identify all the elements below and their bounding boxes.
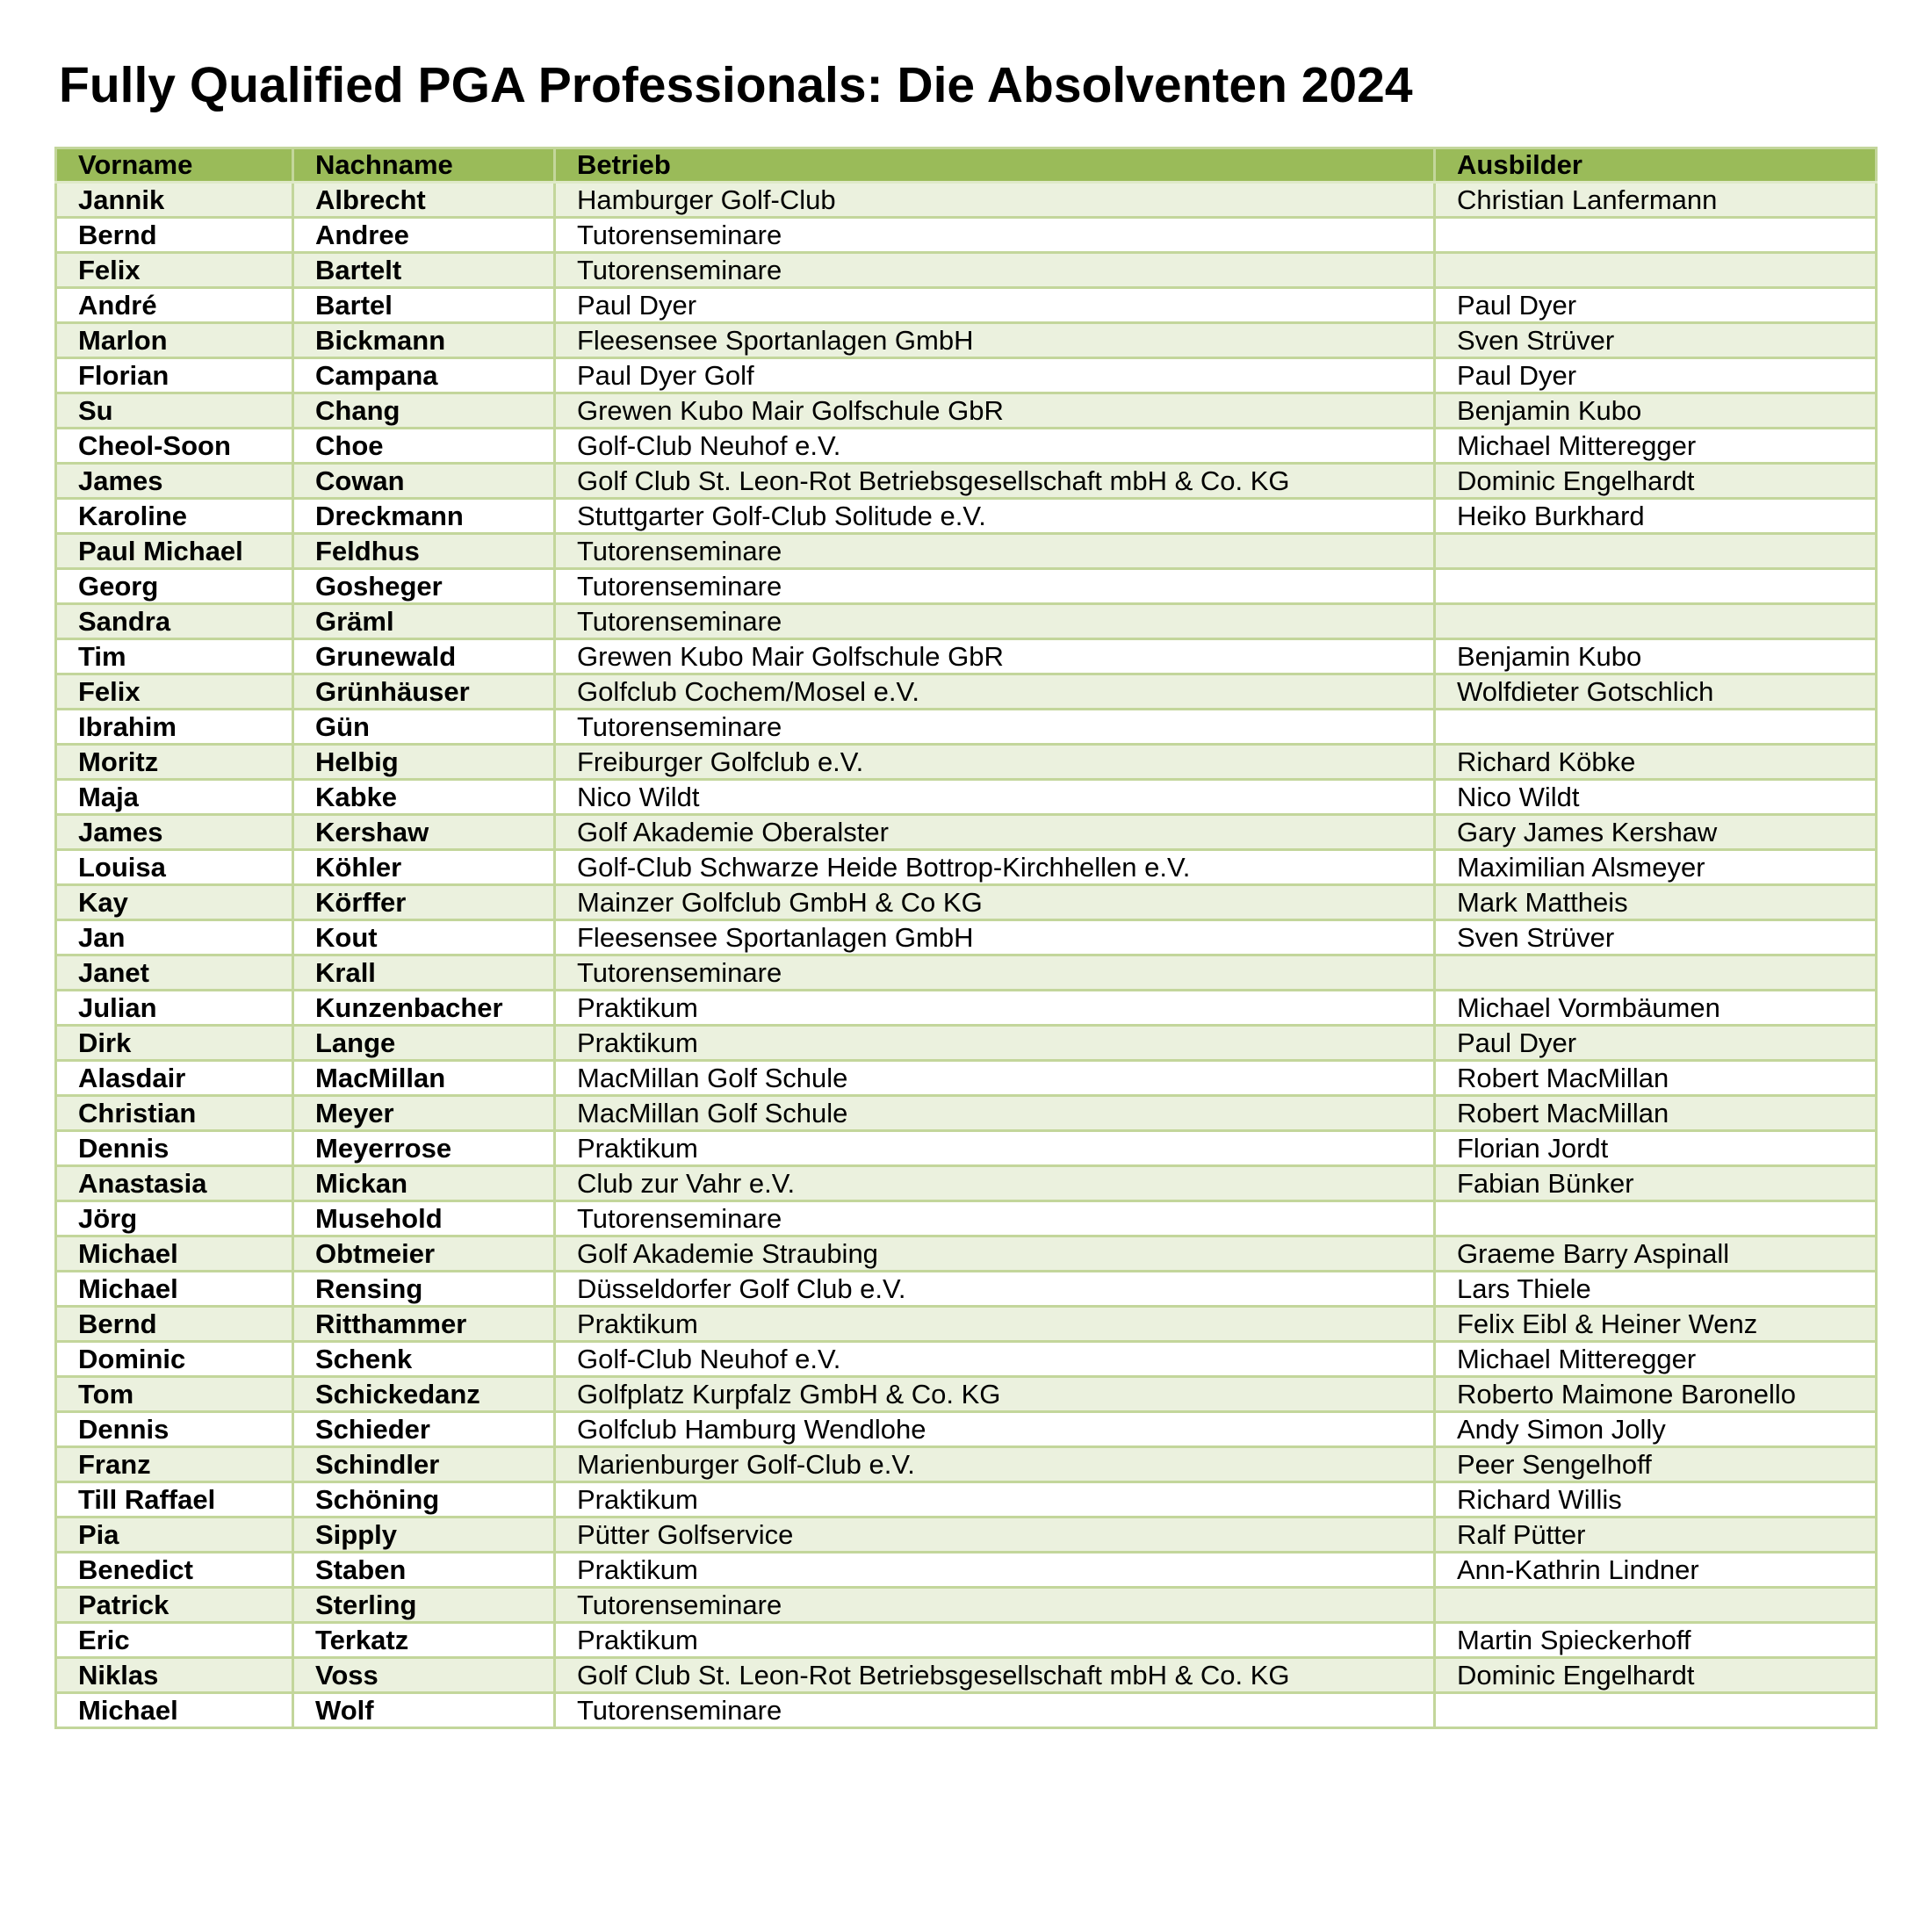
cell-betrieb: Praktikum bbox=[555, 1307, 1435, 1342]
table-row bbox=[56, 1201, 1877, 1236]
cell-betrieb: Golf Club St. Leon-Rot Betriebsgesellschaft mbH & Co. KG bbox=[555, 1658, 1435, 1693]
cell-vorname: Alasdair bbox=[56, 1061, 293, 1096]
cell-nachname: Kabke bbox=[293, 780, 555, 815]
cell-betrieb: Paul Dyer bbox=[555, 288, 1435, 323]
cell-betrieb: Golfplatz Kurpfalz GmbH & Co. KG bbox=[555, 1377, 1435, 1412]
table-row bbox=[56, 850, 1877, 885]
table-row bbox=[56, 1342, 1877, 1377]
cell-betrieb: MacMillan Golf Schule bbox=[555, 1096, 1435, 1131]
cell-ausbilder: Michael Vormbäumen bbox=[1435, 991, 1877, 1026]
cell-vorname: Florian bbox=[56, 358, 293, 393]
table-row bbox=[56, 1096, 1877, 1131]
cell-nachname: Voss bbox=[293, 1658, 555, 1693]
cell-ausbilder: Benjamin Kubo bbox=[1435, 639, 1877, 674]
cell-ausbilder: Dominic Engelhardt bbox=[1435, 1658, 1877, 1693]
cell-vorname: Moritz bbox=[56, 745, 293, 780]
page-title: Fully Qualified PGA Professionals: Die Absolventen 2024 bbox=[59, 57, 1413, 113]
table-row bbox=[56, 1061, 1877, 1096]
cell-ausbilder: Michael Mitteregger bbox=[1435, 429, 1877, 464]
cell-vorname: Dennis bbox=[56, 1412, 293, 1447]
cell-betrieb: Tutorenseminare bbox=[555, 1693, 1435, 1728]
cell-ausbilder bbox=[1435, 1588, 1877, 1623]
cell-nachname: Campana bbox=[293, 358, 555, 393]
table-row bbox=[56, 955, 1877, 991]
cell-nachname: Kershaw bbox=[293, 815, 555, 850]
cell-betrieb: Paul Dyer Golf bbox=[555, 358, 1435, 393]
cell-vorname: Michael bbox=[56, 1693, 293, 1728]
cell-vorname: Christian bbox=[56, 1096, 293, 1131]
header-row bbox=[56, 148, 1877, 183]
cell-vorname: Michael bbox=[56, 1272, 293, 1307]
cell-betrieb: Praktikum bbox=[555, 1026, 1435, 1061]
table-row bbox=[56, 745, 1877, 780]
cell-nachname: Schöning bbox=[293, 1482, 555, 1517]
cell-nachname: Kout bbox=[293, 920, 555, 955]
table-row bbox=[56, 1517, 1877, 1553]
cell-nachname: Körffer bbox=[293, 885, 555, 920]
cell-nachname: Gün bbox=[293, 710, 555, 745]
cell-ausbilder: Robert MacMillan bbox=[1435, 1061, 1877, 1096]
cell-ausbilder bbox=[1435, 710, 1877, 745]
cell-vorname: Felix bbox=[56, 253, 293, 288]
cell-betrieb: Tutorenseminare bbox=[555, 1588, 1435, 1623]
cell-ausbilder: Gary James Kershaw bbox=[1435, 815, 1877, 850]
table-row bbox=[56, 1131, 1877, 1166]
cell-ausbilder: Richard Willis bbox=[1435, 1482, 1877, 1517]
table-row bbox=[56, 1482, 1877, 1517]
cell-vorname: André bbox=[56, 288, 293, 323]
cell-nachname: Bartel bbox=[293, 288, 555, 323]
table-row bbox=[56, 815, 1877, 850]
cell-betrieb: Tutorenseminare bbox=[555, 604, 1435, 639]
cell-vorname: Dennis bbox=[56, 1131, 293, 1166]
cell-nachname: Köhler bbox=[293, 850, 555, 885]
cell-betrieb: Golf Akademie Straubing bbox=[555, 1236, 1435, 1272]
cell-nachname: Choe bbox=[293, 429, 555, 464]
cell-vorname: Ibrahim bbox=[56, 710, 293, 745]
cell-ausbilder: Paul Dyer bbox=[1435, 288, 1877, 323]
cell-nachname: Meyerrose bbox=[293, 1131, 555, 1166]
cell-ausbilder bbox=[1435, 1693, 1877, 1728]
cell-ausbilder bbox=[1435, 253, 1877, 288]
cell-betrieb: Tutorenseminare bbox=[555, 710, 1435, 745]
table-row bbox=[56, 393, 1877, 429]
cell-vorname: Bernd bbox=[56, 218, 293, 253]
cell-betrieb: Praktikum bbox=[555, 1131, 1435, 1166]
cell-ausbilder: Paul Dyer bbox=[1435, 1026, 1877, 1061]
cell-betrieb: Golfclub Hamburg Wendlohe bbox=[555, 1412, 1435, 1447]
cell-vorname: James bbox=[56, 464, 293, 499]
cell-ausbilder: Peer Sengelhoff bbox=[1435, 1447, 1877, 1482]
cell-betrieb: Golf-Club Neuhof e.V. bbox=[555, 1342, 1435, 1377]
table-row bbox=[56, 1693, 1877, 1728]
cell-vorname: Su bbox=[56, 393, 293, 429]
cell-ausbilder: Maximilian Alsmeyer bbox=[1435, 850, 1877, 885]
cell-betrieb: Fleesensee Sportanlagen GmbH bbox=[555, 920, 1435, 955]
cell-nachname: Sipply bbox=[293, 1517, 555, 1553]
cell-nachname: Meyer bbox=[293, 1096, 555, 1131]
table-row bbox=[56, 885, 1877, 920]
cell-ausbilder: Martin Spieckerhoff bbox=[1435, 1623, 1877, 1658]
cell-betrieb: Golf-Club Neuhof e.V. bbox=[555, 429, 1435, 464]
cell-betrieb: Marienburger Golf-Club e.V. bbox=[555, 1447, 1435, 1482]
cell-betrieb: Fleesensee Sportanlagen GmbH bbox=[555, 323, 1435, 358]
table-row bbox=[56, 780, 1877, 815]
cell-ausbilder bbox=[1435, 1201, 1877, 1236]
table-row bbox=[56, 183, 1877, 218]
graduates-table bbox=[54, 147, 1878, 1729]
table-row bbox=[56, 1412, 1877, 1447]
cell-betrieb: Freiburger Golfclub e.V. bbox=[555, 745, 1435, 780]
cell-betrieb: Grewen Kubo Mair Golfschule GbR bbox=[555, 639, 1435, 674]
cell-vorname: James bbox=[56, 815, 293, 850]
table-row bbox=[56, 464, 1877, 499]
cell-betrieb: Tutorenseminare bbox=[555, 218, 1435, 253]
cell-betrieb: Club zur Vahr e.V. bbox=[555, 1166, 1435, 1201]
table-row bbox=[56, 1236, 1877, 1272]
table-row bbox=[56, 429, 1877, 464]
cell-betrieb: Golfclub Cochem/Mosel e.V. bbox=[555, 674, 1435, 710]
cell-vorname: Georg bbox=[56, 569, 293, 604]
cell-betrieb: Tutorenseminare bbox=[555, 253, 1435, 288]
column-header-betrieb: Betrieb bbox=[555, 148, 1435, 183]
cell-ausbilder: Andy Simon Jolly bbox=[1435, 1412, 1877, 1447]
cell-nachname: Albrecht bbox=[293, 183, 555, 218]
cell-vorname: Anastasia bbox=[56, 1166, 293, 1201]
cell-ausbilder: Mark Mattheis bbox=[1435, 885, 1877, 920]
cell-betrieb: Mainzer Golfclub GmbH & Co KG bbox=[555, 885, 1435, 920]
table-row bbox=[56, 1447, 1877, 1482]
cell-betrieb: MacMillan Golf Schule bbox=[555, 1061, 1435, 1096]
column-header-nachname: Nachname bbox=[293, 148, 555, 183]
table-row bbox=[56, 288, 1877, 323]
cell-ausbilder: Dominic Engelhardt bbox=[1435, 464, 1877, 499]
cell-betrieb: Nico Wildt bbox=[555, 780, 1435, 815]
table-row bbox=[56, 323, 1877, 358]
cell-vorname: Karoline bbox=[56, 499, 293, 534]
cell-vorname: Maja bbox=[56, 780, 293, 815]
cell-nachname: Krall bbox=[293, 955, 555, 991]
table-row bbox=[56, 499, 1877, 534]
cell-betrieb: Tutorenseminare bbox=[555, 534, 1435, 569]
cell-betrieb: Tutorenseminare bbox=[555, 569, 1435, 604]
table-row bbox=[56, 639, 1877, 674]
cell-ausbilder: Richard Köbke bbox=[1435, 745, 1877, 780]
cell-vorname: Cheol-Soon bbox=[56, 429, 293, 464]
cell-vorname: Jörg bbox=[56, 1201, 293, 1236]
cell-nachname: Mickan bbox=[293, 1166, 555, 1201]
cell-vorname: Louisa bbox=[56, 850, 293, 885]
cell-nachname: Helbig bbox=[293, 745, 555, 780]
cell-betrieb: Stuttgarter Golf-Club Solitude e.V. bbox=[555, 499, 1435, 534]
cell-vorname: Paul Michael bbox=[56, 534, 293, 569]
cell-nachname: Sterling bbox=[293, 1588, 555, 1623]
cell-ausbilder: Roberto Maimone Baronello bbox=[1435, 1377, 1877, 1412]
cell-ausbilder: Nico Wildt bbox=[1435, 780, 1877, 815]
cell-ausbilder: Fabian Bünker bbox=[1435, 1166, 1877, 1201]
cell-ausbilder bbox=[1435, 604, 1877, 639]
cell-betrieb: Tutorenseminare bbox=[555, 1201, 1435, 1236]
cell-vorname: Jannik bbox=[56, 183, 293, 218]
cell-vorname: Julian bbox=[56, 991, 293, 1026]
column-header-ausbilder: Ausbilder bbox=[1435, 148, 1877, 183]
cell-nachname: Dreckmann bbox=[293, 499, 555, 534]
table-body bbox=[56, 183, 1877, 1728]
cell-nachname: Musehold bbox=[293, 1201, 555, 1236]
cell-nachname: Wolf bbox=[293, 1693, 555, 1728]
cell-vorname: Bernd bbox=[56, 1307, 293, 1342]
cell-ausbilder: Michael Mitteregger bbox=[1435, 1342, 1877, 1377]
cell-ausbilder: Ralf Pütter bbox=[1435, 1517, 1877, 1553]
cell-nachname: Lange bbox=[293, 1026, 555, 1061]
cell-betrieb: Praktikum bbox=[555, 1482, 1435, 1517]
cell-nachname: Grunewald bbox=[293, 639, 555, 674]
cell-ausbilder: Florian Jordt bbox=[1435, 1131, 1877, 1166]
cell-nachname: Andree bbox=[293, 218, 555, 253]
cell-betrieb: Golf Club St. Leon-Rot Betriebsgesellschaft mbH & Co. KG bbox=[555, 464, 1435, 499]
cell-nachname: Schenk bbox=[293, 1342, 555, 1377]
cell-vorname: Tom bbox=[56, 1377, 293, 1412]
cell-nachname: Schickedanz bbox=[293, 1377, 555, 1412]
cell-vorname: Janet bbox=[56, 955, 293, 991]
cell-ausbilder: Benjamin Kubo bbox=[1435, 393, 1877, 429]
table-row bbox=[56, 358, 1877, 393]
cell-ausbilder: Ann-Kathrin Lindner bbox=[1435, 1553, 1877, 1588]
table-row bbox=[56, 1307, 1877, 1342]
cell-vorname: Patrick bbox=[56, 1588, 293, 1623]
cell-vorname: Eric bbox=[56, 1623, 293, 1658]
cell-ausbilder: Paul Dyer bbox=[1435, 358, 1877, 393]
cell-betrieb: Praktikum bbox=[555, 991, 1435, 1026]
table-row bbox=[56, 1272, 1877, 1307]
cell-ausbilder: Wolfdieter Gotschlich bbox=[1435, 674, 1877, 710]
cell-betrieb: Golf Akademie Oberalster bbox=[555, 815, 1435, 850]
table-row bbox=[56, 534, 1877, 569]
cell-nachname: Kunzenbacher bbox=[293, 991, 555, 1026]
column-header-vorname: Vorname bbox=[56, 148, 293, 183]
table-row bbox=[56, 920, 1877, 955]
cell-betrieb: Hamburger Golf-Club bbox=[555, 183, 1435, 218]
cell-ausbilder bbox=[1435, 534, 1877, 569]
cell-nachname: Bartelt bbox=[293, 253, 555, 288]
cell-ausbilder: Robert MacMillan bbox=[1435, 1096, 1877, 1131]
cell-vorname: Tim bbox=[56, 639, 293, 674]
cell-nachname: Cowan bbox=[293, 464, 555, 499]
cell-vorname: Michael bbox=[56, 1236, 293, 1272]
cell-ausbilder: Graeme Barry Aspinall bbox=[1435, 1236, 1877, 1272]
cell-vorname: Franz bbox=[56, 1447, 293, 1482]
table-row bbox=[56, 218, 1877, 253]
cell-vorname: Sandra bbox=[56, 604, 293, 639]
cell-nachname: Rensing bbox=[293, 1272, 555, 1307]
cell-betrieb: Grewen Kubo Mair Golfschule GbR bbox=[555, 393, 1435, 429]
cell-nachname: Feldhus bbox=[293, 534, 555, 569]
table-row bbox=[56, 604, 1877, 639]
cell-betrieb: Düsseldorfer Golf Club e.V. bbox=[555, 1272, 1435, 1307]
cell-ausbilder bbox=[1435, 955, 1877, 991]
cell-betrieb: Praktikum bbox=[555, 1553, 1435, 1588]
table-row bbox=[56, 1553, 1877, 1588]
cell-vorname: Niklas bbox=[56, 1658, 293, 1693]
table-row bbox=[56, 253, 1877, 288]
cell-vorname: Kay bbox=[56, 885, 293, 920]
cell-nachname: MacMillan bbox=[293, 1061, 555, 1096]
table-row bbox=[56, 1588, 1877, 1623]
cell-nachname: Bickmann bbox=[293, 323, 555, 358]
cell-ausbilder bbox=[1435, 569, 1877, 604]
cell-nachname: Gosheger bbox=[293, 569, 555, 604]
cell-nachname: Schindler bbox=[293, 1447, 555, 1482]
cell-nachname: Chang bbox=[293, 393, 555, 429]
cell-ausbilder: Sven Strüver bbox=[1435, 323, 1877, 358]
cell-nachname: Obtmeier bbox=[293, 1236, 555, 1272]
cell-betrieb: Pütter Golfservice bbox=[555, 1517, 1435, 1553]
table-row bbox=[56, 1658, 1877, 1693]
cell-ausbilder: Sven Strüver bbox=[1435, 920, 1877, 955]
cell-ausbilder: Felix Eibl & Heiner Wenz bbox=[1435, 1307, 1877, 1342]
table-row bbox=[56, 991, 1877, 1026]
cell-vorname: Marlon bbox=[56, 323, 293, 358]
cell-nachname: Ritthammer bbox=[293, 1307, 555, 1342]
cell-nachname: Staben bbox=[293, 1553, 555, 1588]
cell-nachname: Schieder bbox=[293, 1412, 555, 1447]
cell-ausbilder: Heiko Burkhard bbox=[1435, 499, 1877, 534]
cell-ausbilder: Christian Lanfermann bbox=[1435, 183, 1877, 218]
cell-vorname: Dirk bbox=[56, 1026, 293, 1061]
table-row bbox=[56, 1623, 1877, 1658]
cell-betrieb: Golf-Club Schwarze Heide Bottrop-Kirchhellen e.V. bbox=[555, 850, 1435, 885]
table-row bbox=[56, 674, 1877, 710]
cell-vorname: Benedict bbox=[56, 1553, 293, 1588]
cell-betrieb: Tutorenseminare bbox=[555, 955, 1435, 991]
table-row bbox=[56, 569, 1877, 604]
table-row bbox=[56, 1166, 1877, 1201]
cell-nachname: Grünhäuser bbox=[293, 674, 555, 710]
cell-vorname: Felix bbox=[56, 674, 293, 710]
table-row bbox=[56, 1377, 1877, 1412]
cell-ausbilder bbox=[1435, 218, 1877, 253]
cell-nachname: Terkatz bbox=[293, 1623, 555, 1658]
cell-betrieb: Praktikum bbox=[555, 1623, 1435, 1658]
table-row bbox=[56, 1026, 1877, 1061]
table-row bbox=[56, 710, 1877, 745]
cell-ausbilder: Lars Thiele bbox=[1435, 1272, 1877, 1307]
cell-vorname: Dominic bbox=[56, 1342, 293, 1377]
cell-vorname: Till Raffael bbox=[56, 1482, 293, 1517]
cell-vorname: Jan bbox=[56, 920, 293, 955]
cell-vorname: Pia bbox=[56, 1517, 293, 1553]
cell-nachname: Gräml bbox=[293, 604, 555, 639]
